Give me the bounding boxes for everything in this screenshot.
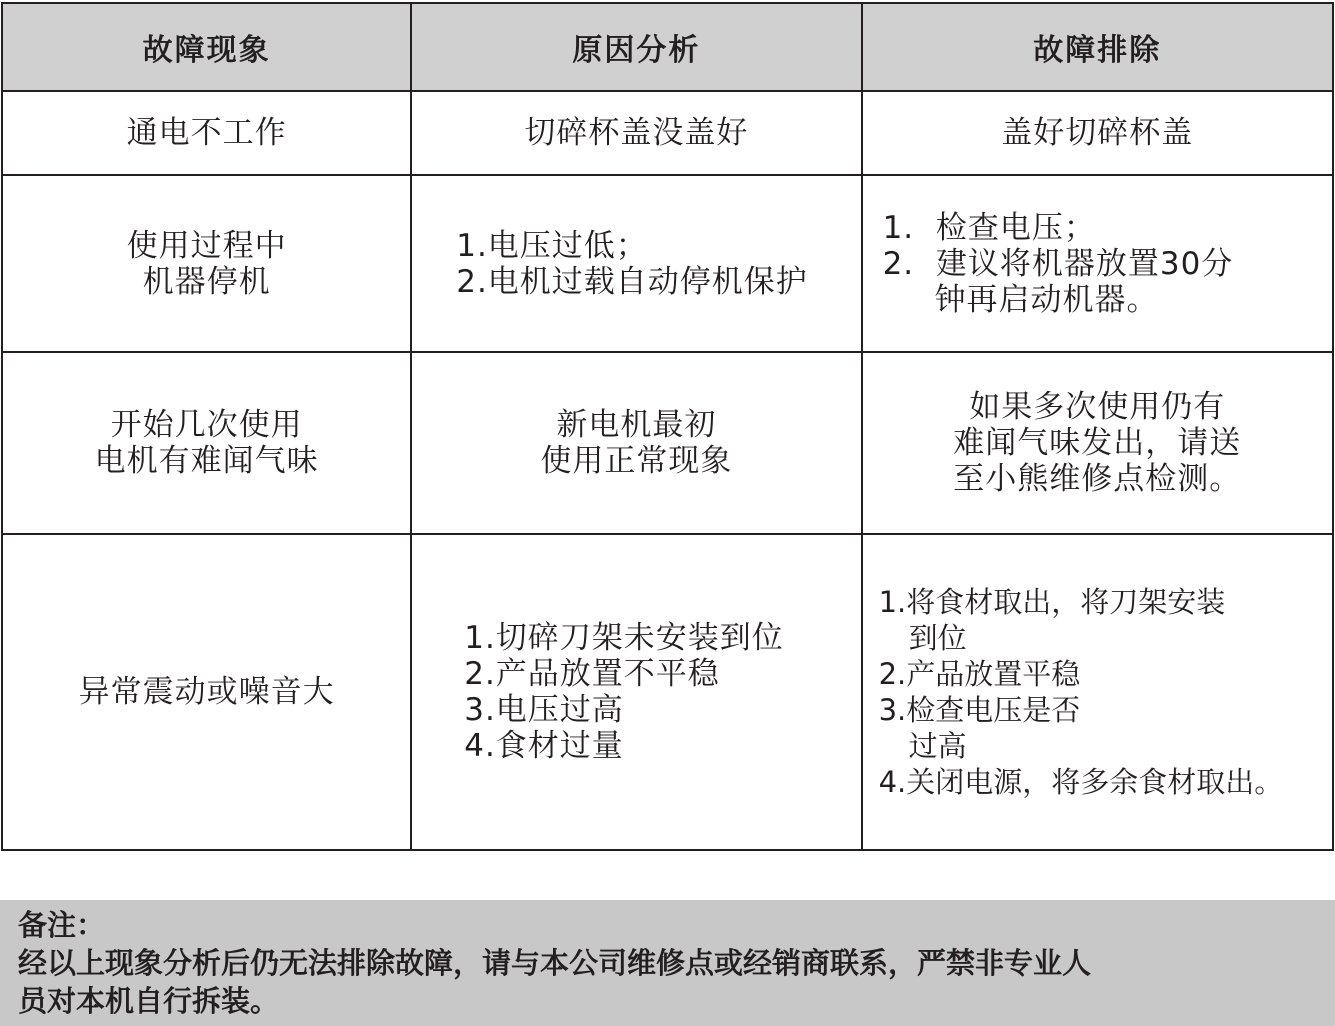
symptom-text: 开始几次使用 xyxy=(110,407,303,443)
remarks-box xyxy=(0,900,1335,1026)
remarks-text-line1: 经以上现象分析后仍无法排除故障，请与本公司维修点或经销商联系，严禁非专业人 xyxy=(18,946,1092,980)
symptom-cell xyxy=(2,352,411,534)
cause-cell xyxy=(411,534,861,850)
solution-cell xyxy=(862,91,1333,175)
solution-text: 4.关闭电源，将多余食材取出。 xyxy=(878,765,1284,799)
solution-text: 2.产品放置平稳 xyxy=(878,657,1081,691)
table-row xyxy=(2,352,1333,534)
troubleshooting-table xyxy=(1,2,1334,851)
cause-text: 2.产品放置不平稳 xyxy=(464,656,720,692)
solution-cell xyxy=(862,175,1333,352)
solution-text: 到位 xyxy=(908,621,967,655)
header-cause: 原因分析 xyxy=(411,3,861,91)
symptom-cell xyxy=(2,175,411,352)
solution-text: 盖好切碎杯盖 xyxy=(1001,115,1194,151)
solution-text: 3.检查电压是否 xyxy=(878,693,1081,727)
cause-cell xyxy=(411,175,861,352)
table-row xyxy=(2,91,1333,175)
header-solution: 故障排除 xyxy=(862,3,1333,91)
symptom-cell xyxy=(2,91,411,175)
cause-text: 4.食材过量 xyxy=(464,728,624,764)
header-symptom: 故障现象 xyxy=(2,3,411,91)
cause-cell xyxy=(411,91,861,175)
symptom-text: 使用过程中 xyxy=(126,227,287,264)
solution-text: 1.将食材取出，将刀架安装 xyxy=(878,585,1226,619)
solution-cell xyxy=(862,352,1333,534)
symptom-text: 异常震动或噪音大 xyxy=(78,674,335,710)
solution-text: 2. 建议将机器放置30分 xyxy=(882,245,1234,282)
cause-text: 切碎杯盖没盖好 xyxy=(524,115,749,151)
remarks-text-line2: 员对本机自行拆装。 xyxy=(18,984,280,1018)
cause-text: 新电机最初 xyxy=(556,407,717,443)
solution-text: 难闻气味发出，请送 xyxy=(953,425,1242,461)
solution-text: 至小熊维修点检测。 xyxy=(953,461,1242,497)
table-header-row xyxy=(2,3,1333,91)
table-row xyxy=(2,175,1333,352)
cause-text: 3.电压过高 xyxy=(464,692,624,728)
table-row xyxy=(2,534,1333,850)
cause-text: 1.切碎刀架未安装到位 xyxy=(464,620,784,656)
cause-text: 使用正常现象 xyxy=(540,443,733,479)
solution-cell xyxy=(862,534,1333,850)
cause-cell xyxy=(411,352,861,534)
symptom-text: 通电不工作 xyxy=(126,115,287,151)
solution-text: 1. 检查电压； xyxy=(882,209,1096,246)
solution-text: 过高 xyxy=(908,729,967,763)
remarks-title: 备注： xyxy=(18,908,106,942)
symptom-cell xyxy=(2,534,411,850)
cause-text: 1.电压过低； xyxy=(456,227,648,264)
symptom-text: 机器停机 xyxy=(142,263,271,300)
symptom-text: 电机有难闻气味 xyxy=(94,443,319,479)
solution-text: 如果多次使用仍有 xyxy=(969,389,1226,425)
cause-text: 2.电机过载自动停机保护 xyxy=(456,263,808,300)
solution-text: 钟再启动机器。 xyxy=(934,281,1159,318)
